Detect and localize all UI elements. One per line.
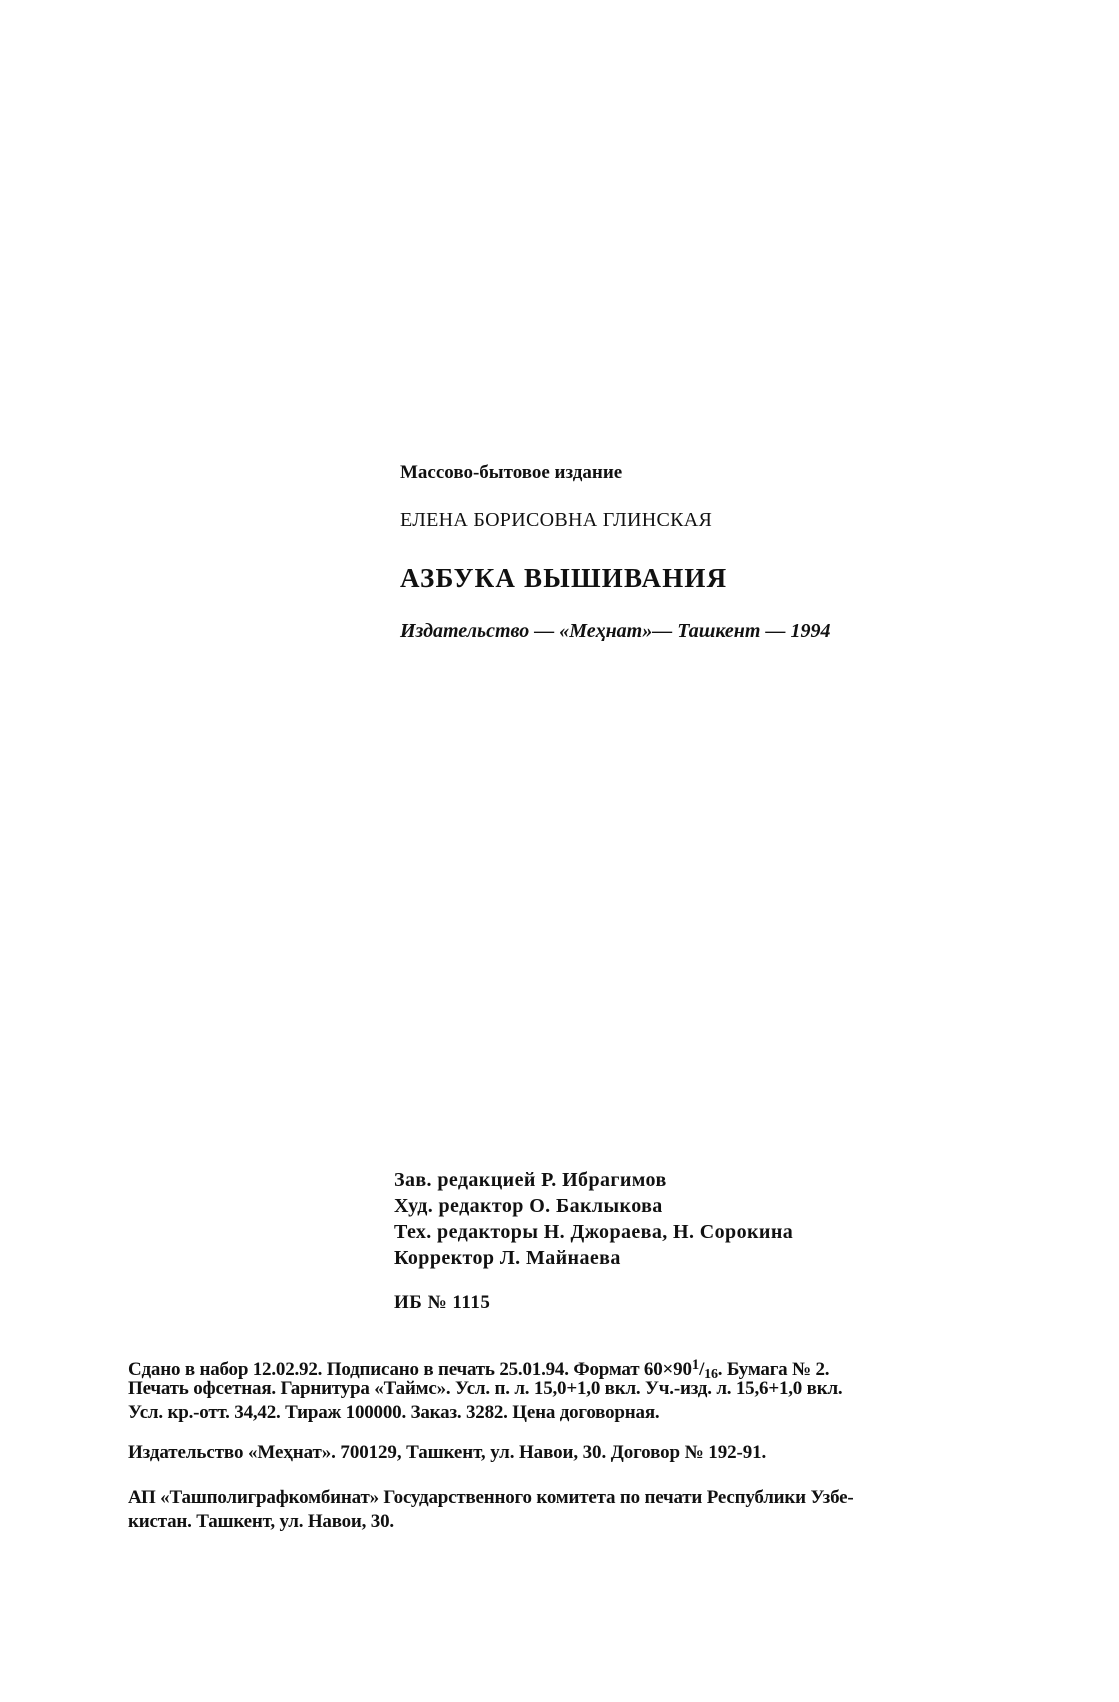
staff-line-tech-editors: Тех. редакторы Н. Джораева, Н. Сорокина (394, 1221, 794, 1243)
format-slash: / (699, 1359, 705, 1380)
author-name: ЕЛЕНА БОРИСОВНА ГЛИНСКАЯ (400, 509, 713, 531)
staff-line-art-editor: Худ. редактор О. Баклыкова (394, 1195, 663, 1217)
editorial-staff (394, 1167, 793, 1271)
imprint-line-3: Усл. кр.-отт. 34,42. Тираж 100000. Заказ. 3282. Цена договорная. (128, 1402, 660, 1423)
imprint-line-1-start: Сдано в набор 12.02.92. Подписано в печать 25.01.94. Формат 60×90 (128, 1359, 692, 1380)
printer-line-1: АП «Ташполиграфкомбинат» Государственного комитета по печати Республики Узбе- (128, 1487, 854, 1508)
book-title: АЗБУКА ВЫШИВАНИЯ (400, 563, 728, 593)
format-subscript: 16 (704, 1367, 718, 1382)
staff-line-chief-editor: Зав. редакцией Р. Ибрагимов (394, 1169, 667, 1191)
series-label: Массово-бытовое издание (400, 462, 623, 483)
publisher-address: Издательство «Меҳнат». 700129, Ташкент, ул. Навои, 30. Договор № 192-91. (128, 1442, 767, 1463)
imprint-line-1 (128, 1353, 842, 1382)
format-superscript: 1 (691, 1357, 700, 1373)
printer-info (128, 1486, 854, 1534)
printer-line-2: кистан. Ташкент, ул. Навои, 30. (128, 1511, 394, 1532)
imprint-line-2: Печать офсетная. Гарнитура «Таймс». Усл. п. л. 15,0+1,0 вкл. Уч.-изд. л. 15,6+1,0 вкл. (128, 1378, 843, 1399)
imprint-details (128, 1353, 842, 1425)
ib-number: ИБ № 1115 (394, 1292, 491, 1313)
publisher-line: Издательство — «Меҳнат»— Ташкент — 1994 (400, 620, 831, 642)
imprint-line-1-end: . Бумага № 2. (717, 1359, 830, 1380)
staff-line-proofreader: Корректор Л. Майнаева (394, 1247, 621, 1269)
